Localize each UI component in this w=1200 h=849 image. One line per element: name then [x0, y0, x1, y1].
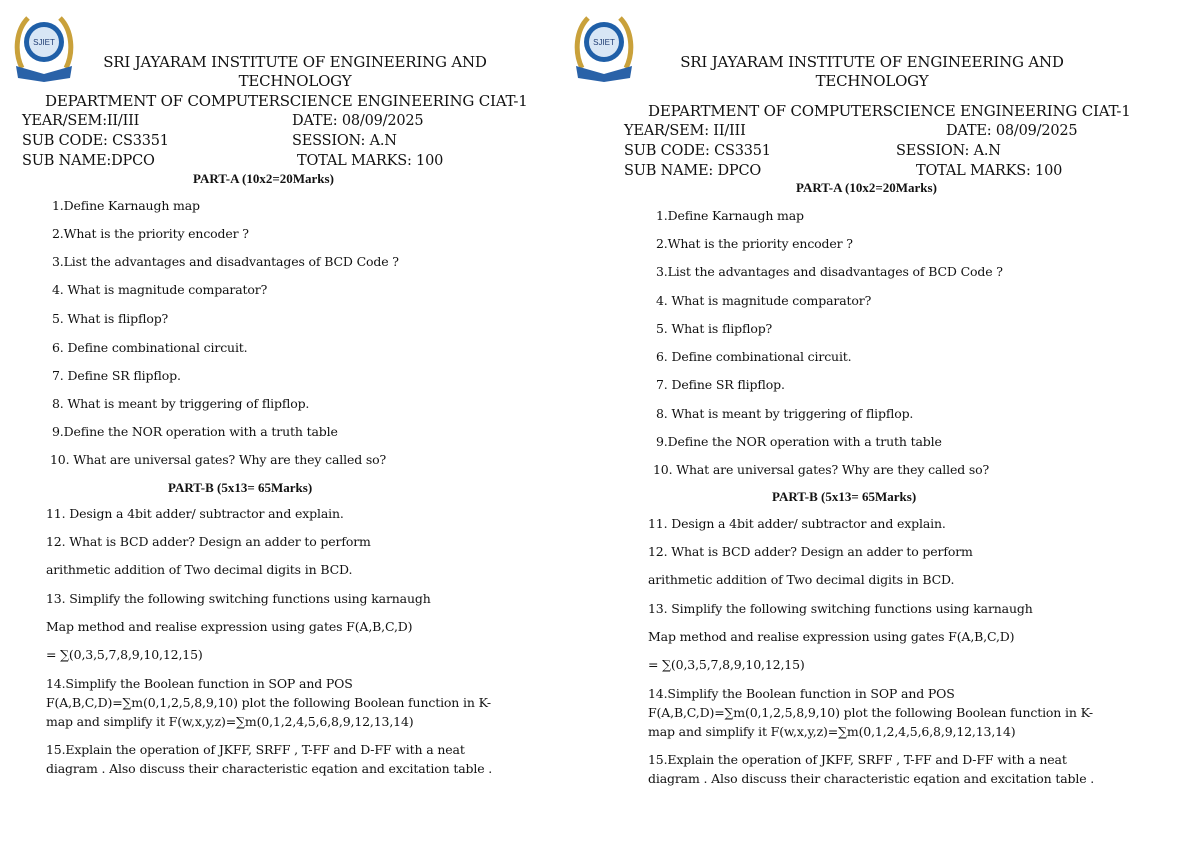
question-4: 4. What is magnitude comparator?	[656, 293, 872, 308]
question-3: 3.List the advantages and disadvantages of BCD Code ?	[656, 264, 1003, 279]
question-14-line3: map and simplify it F(w,x,y,z)=∑m(0,1,2,4,5,6,8,9,12,13,14)	[46, 714, 414, 729]
question-14-line3: map and simplify it F(w,x,y,z)=∑m(0,1,2,4,5,6,8,9,12,13,14)	[648, 724, 1016, 739]
total-marks: TOTAL MARKS: 100	[297, 153, 444, 169]
question-8: 8. What is meant by triggering of flipflop.	[52, 396, 310, 411]
question-11: 11. Design a 4bit adder/ subtractor and explain.	[46, 506, 344, 521]
question-13-line1: 13. Simplify the following switching functions using karnaugh	[648, 601, 1033, 616]
institute-line1: SRI JAYARAM INSTITUTE OF ENGINEERING AND	[680, 53, 1064, 71]
part-b-heading: PART-B (5x13= 65Marks)	[168, 480, 313, 495]
question-1: 1.Define Karnaugh map	[52, 198, 200, 213]
department-title: DEPARTMENT OF COMPUTERSCIENCE ENGINEERING CIAT-1	[45, 92, 528, 110]
session: SESSION: A.N	[896, 143, 1001, 159]
question-15-line1: 15.Explain the operation of JKFF, SRFF , T-FF and D-FF with a neat	[46, 742, 465, 757]
question-4: 4. What is magnitude comparator?	[52, 282, 268, 297]
institute-name	[622, 53, 1122, 91]
question-14-line1: 14.Simplify the Boolean function in SOP and POS	[648, 686, 955, 701]
subject-name: SUB NAME: DPCO	[624, 163, 762, 179]
question-10: 10. What are universal gates? Why are they called so?	[50, 452, 387, 467]
institute-line1: SRI JAYARAM INSTITUTE OF ENGINEERING AND	[103, 53, 487, 71]
question-1: 1.Define Karnaugh map	[656, 208, 804, 223]
question-2: 2.What is the priority encoder ?	[52, 226, 249, 241]
institute-line2: TECHNOLOGY	[238, 72, 352, 90]
subject-code: SUB CODE: CS3351	[22, 133, 169, 149]
question-12-line1: 12. What is BCD adder? Design an adder to perform	[46, 534, 371, 549]
question-2: 2.What is the priority encoder ?	[656, 236, 853, 251]
exam-date: DATE: 08/09/2025	[946, 123, 1078, 139]
question-3: 3.List the advantages and disadvantages of BCD Code ?	[52, 254, 399, 269]
question-13-line2: Map method and realise expression using gates F(A,B,C,D)	[648, 629, 1015, 644]
question-14-line2: F(A,B,C,D)=∑m(0,1,2,5,8,9,10) plot the following Boolean function in K-	[46, 695, 491, 710]
question-9: 9.Define the NOR operation with a truth table	[656, 434, 942, 449]
institute-line2: TECHNOLOGY	[815, 72, 929, 90]
question-9: 9.Define the NOR operation with a truth table	[52, 424, 338, 439]
question-11: 11. Design a 4bit adder/ subtractor and explain.	[648, 516, 946, 531]
question-12-line2: arithmetic addition of Two decimal digits in BCD.	[648, 572, 955, 587]
session: SESSION: A.N	[292, 133, 397, 149]
question-13-line3: = ∑(0,3,5,7,8,9,10,12,15)	[648, 657, 805, 672]
question-13-line3: = ∑(0,3,5,7,8,9,10,12,15)	[46, 647, 203, 662]
question-paper-right	[570, 0, 1200, 849]
subject-name: SUB NAME:DPCO	[22, 153, 155, 169]
logo-text: SJIET	[593, 38, 615, 47]
year-sem: YEAR/SEM: II/III	[624, 123, 746, 139]
question-5: 5. What is flipflop?	[656, 321, 773, 336]
question-8: 8. What is meant by triggering of flipflop.	[656, 406, 914, 421]
question-10: 10. What are universal gates? Why are they called so?	[653, 462, 990, 477]
question-paper-left	[0, 0, 560, 849]
question-7: 7. Define SR flipflop.	[656, 377, 785, 392]
exam-date: DATE: 08/09/2025	[292, 113, 424, 129]
part-a-heading: PART-A (10x2=20Marks)	[796, 180, 937, 195]
question-6: 6. Define combinational circuit.	[52, 340, 248, 355]
question-13-line1: 13. Simplify the following switching functions using karnaugh	[46, 591, 431, 606]
question-14-line1: 14.Simplify the Boolean function in SOP and POS	[46, 676, 353, 691]
question-15-line2: diagram . Also discuss their characteristic eqation and excitation table .	[648, 771, 1095, 786]
total-marks: TOTAL MARKS: 100	[916, 163, 1063, 179]
question-6: 6. Define combinational circuit.	[656, 349, 852, 364]
question-12-line2: arithmetic addition of Two decimal digits in BCD.	[46, 562, 353, 577]
part-a-heading: PART-A (10x2=20Marks)	[193, 171, 334, 186]
question-15-line1: 15.Explain the operation of JKFF, SRFF , T-FF and D-FF with a neat	[648, 752, 1067, 767]
question-14-line2: F(A,B,C,D)=∑m(0,1,2,5,8,9,10) plot the following Boolean function in K-	[648, 705, 1093, 720]
institute-name	[60, 53, 530, 91]
question-12-line1: 12. What is BCD adder? Design an adder to perform	[648, 544, 973, 559]
question-7: 7. Define SR flipflop.	[52, 368, 181, 383]
department-title: DEPARTMENT OF COMPUTERSCIENCE ENGINEERING CIAT-1	[648, 102, 1131, 120]
subject-code: SUB CODE: CS3351	[624, 143, 771, 159]
logo-text: SJIET	[33, 38, 55, 47]
year-sem: YEAR/SEM:II/III	[22, 113, 140, 129]
part-b-heading: PART-B (5x13= 65Marks)	[772, 489, 917, 504]
question-13-line2: Map method and realise expression using gates F(A,B,C,D)	[46, 619, 413, 634]
question-5: 5. What is flipflop?	[52, 311, 169, 326]
question-15-line2: diagram . Also discuss their characteristic eqation and excitation table .	[46, 761, 493, 776]
